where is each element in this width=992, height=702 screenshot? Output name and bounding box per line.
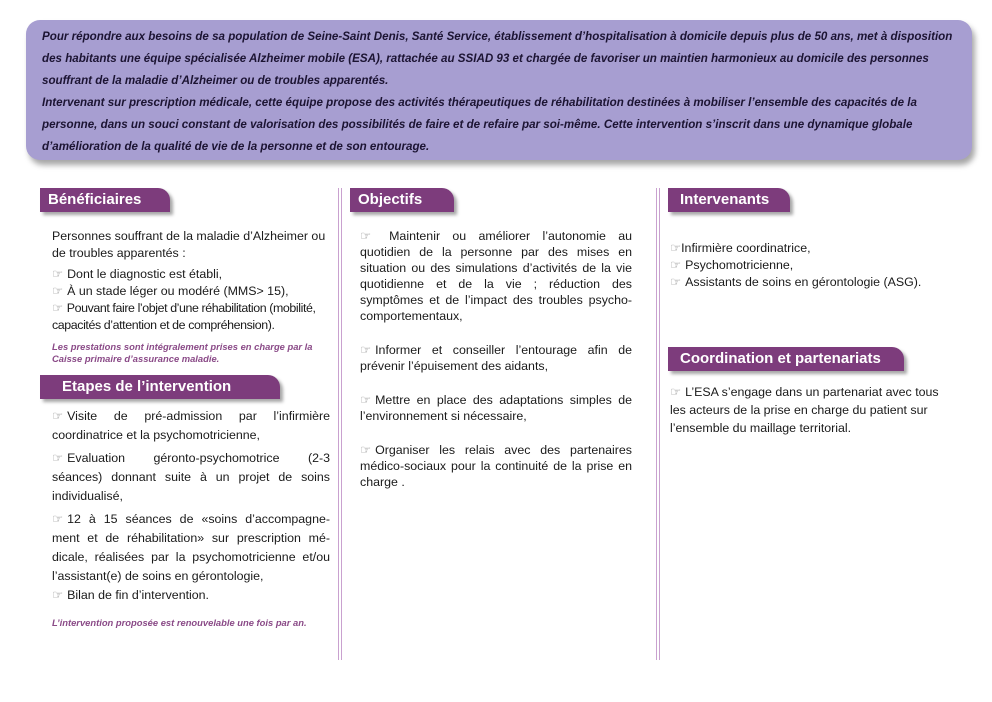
- list-item: ☞ Assistants de soins en gérontologie (ASG).: [670, 275, 922, 289]
- pointing-hand-icon: ☞: [670, 258, 682, 272]
- list-item: ☞ Pouvant faire l’objet d’une réhabilitation (mobilité, capacités d’attention et de compréhension).: [52, 301, 316, 332]
- beneficiaires-body: [52, 228, 330, 365]
- intervenants-body: [670, 240, 950, 291]
- list-item: ☞ Organiser les relais avec des partenaires médico-sociaux pour la continuité de la prise en charge .: [360, 443, 632, 489]
- list-item: ☞ Bilan de fin d’intervention.: [52, 588, 210, 602]
- etapes-note: L’intervention proposée est renouvelable une fois par an.: [52, 617, 307, 628]
- pointing-hand-icon: ☞: [360, 393, 372, 407]
- pointing-hand-icon: ☞: [360, 443, 372, 457]
- column-divider-1: [338, 188, 342, 660]
- column-divider-2: [656, 188, 660, 660]
- intro-paragraph-1: Pour répondre aux besoins de sa population de Seine-Saint Denis, Santé Service, établissement d’hospitalisation à domicile depuis plus de 50 ans, met à disposition des habitants une équipe spécialisée Alzheimer mobile (ESA), rattachée au SSIAD 93 et chargée de favoriser un maintien harmonieux au domicile des personnes souffrant de la maladie d’Alzheimer ou de troubles apparentés.: [42, 30, 953, 87]
- beneficiaires-lead: Personnes souffrant de la maladie d’Alzheimer ou de troubles apparentés :: [52, 229, 326, 260]
- pointing-hand-icon: ☞: [52, 588, 64, 602]
- pointing-hand-icon: ☞: [360, 343, 372, 357]
- section-title-beneficiaires: Bénéficiaires: [40, 188, 170, 212]
- coordination-body: [670, 383, 950, 437]
- etapes-body: [52, 407, 330, 629]
- list-item: ☞ Dont le diagnostic est établi,: [52, 267, 223, 281]
- list-item: ☞Infirmière coordinatrice,: [670, 241, 811, 255]
- list-item: ☞ Maintenir ou améliorer l’autonomie au quotidien de la personne par des mises en situation ou des simulations d’activités de la vie quotidienne et de la vie ; réduction des symptômes et de l’impact des troubles psycho-comportementaux,: [360, 229, 632, 323]
- objectifs-body: [360, 228, 632, 490]
- section-title-etapes: Etapes de l’intervention: [40, 375, 280, 399]
- pointing-hand-icon: ☞: [52, 301, 63, 315]
- column-left: [40, 188, 330, 629]
- section-title-objectifs: Objectifs: [350, 188, 454, 212]
- pointing-hand-icon: ☞: [52, 284, 64, 298]
- pointing-hand-icon: ☞: [52, 512, 64, 526]
- list-item: ☞ 12 à 15 séances de «soins d’accompagne-ment et de réhabilitation» sur prescription mé-dicale, réalisées par la psychomotricienne et/ou l’assistant(e) de soins en gérontologie,: [52, 512, 330, 583]
- list-item: ☞ Mettre en place des adaptations simples de l’environnement si nécessaire,: [360, 393, 632, 423]
- section-title-coordination: Coordination et partenariats: [668, 347, 904, 371]
- list-item: ☞ Visite de pré-admission par l’infirmière coordinatrice et la psychomotricienne,: [52, 409, 330, 442]
- pointing-hand-icon: ☞: [52, 409, 64, 423]
- list-item: ☞ À un stade léger ou modéré (MMS> 15),: [52, 284, 289, 298]
- list-item: ☞ Evaluation géronto-psychomotrice (2-3 séances) donnant suite à un projet de soins individualisé,: [52, 451, 330, 503]
- column-middle: [350, 188, 632, 490]
- intro-banner: [26, 20, 972, 160]
- pointing-hand-icon: ☞: [52, 451, 64, 465]
- pointing-hand-icon: ☞: [360, 229, 372, 243]
- coordination-text: ☞ L’ESA s’engage dans un partenariat avec tous les acteurs de la prise en charge du patient sur l’ensemble du maillage territorial.: [670, 385, 939, 435]
- pointing-hand-icon: ☞: [670, 241, 682, 255]
- pointing-hand-icon: ☞: [670, 275, 682, 289]
- pointing-hand-icon: ☞: [52, 267, 64, 281]
- beneficiaires-note: Les prestations sont intégralement prises en charge par la Caisse primaire d’assurance maladie.: [52, 341, 313, 364]
- list-item: ☞ Psychomotricienne,: [670, 258, 794, 272]
- column-right: [668, 188, 950, 437]
- pointing-hand-icon: ☞: [670, 385, 682, 399]
- section-title-intervenants: Intervenants: [668, 188, 790, 212]
- list-item: ☞ Informer et conseiller l’entourage afin de prévenir l’épuisement des aidants,: [360, 343, 632, 373]
- intro-paragraph-2: Intervenant sur prescription médicale, cette équipe propose des activités thérapeutiques de réhabilitation destinées à mobiliser l’ensemble des capacités de la personne, dans un souci constant de valorisation des possibilités de faire et de refaire par soi-même. Cette intervention s’inscrit dans une dynamique globale d’amélioration de la qualité de vie de la personne et de son entourage.: [42, 96, 917, 153]
